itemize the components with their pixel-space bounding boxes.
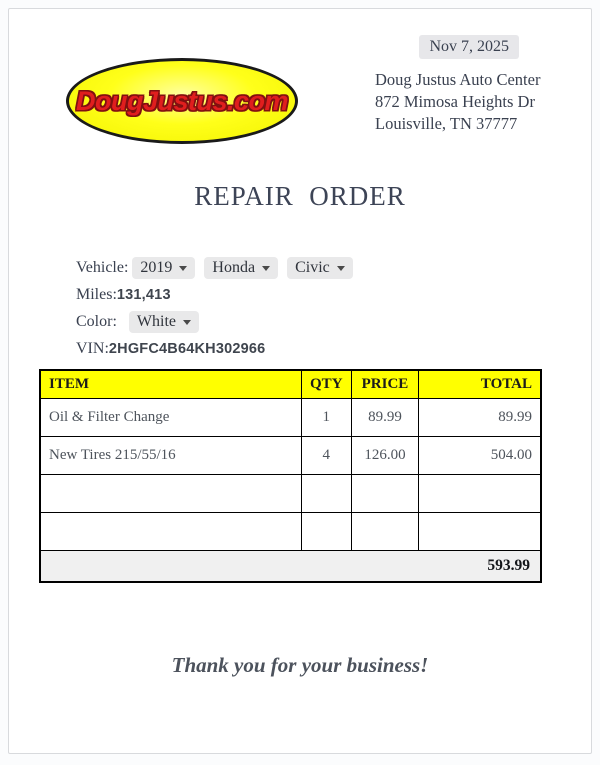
- vehicle-label: Vehicle:: [76, 259, 129, 276]
- total-cell: 504.00: [419, 436, 541, 474]
- table-row: [40, 436, 541, 474]
- vin-value: 2HGFC4B64KH302966: [108, 341, 266, 357]
- vehicle-model-value: Civic: [295, 259, 330, 276]
- table-row: [40, 398, 541, 436]
- page-title: REPAIR ORDER: [194, 181, 406, 211]
- column-header-total: TOTAL: [419, 370, 541, 398]
- logo-text: DougJustus.com: [75, 85, 289, 116]
- price-cell: [351, 474, 419, 512]
- grand-total-row: [40, 550, 541, 582]
- vehicle-year-select[interactable]: [132, 257, 195, 279]
- column-header-item: ITEM: [40, 370, 302, 398]
- table-header-row: [40, 370, 541, 398]
- total-cell: [419, 474, 541, 512]
- qty-cell: 4: [302, 436, 352, 474]
- vehicle-color-select[interactable]: [129, 311, 199, 333]
- chevron-down-icon: [179, 266, 187, 271]
- logo: [66, 58, 298, 144]
- miles-value: 131,413: [116, 287, 171, 303]
- qty-cell: 1: [302, 398, 352, 436]
- vin-row: [76, 337, 362, 361]
- vehicle-make-select[interactable]: [204, 257, 278, 279]
- qty-cell: [302, 512, 352, 550]
- table-row: [40, 474, 541, 512]
- price-cell: 126.00: [351, 436, 419, 474]
- vehicle-model-select[interactable]: [287, 257, 353, 279]
- grand-total-value: 593.99: [40, 550, 541, 582]
- address-line1: 872 Mimosa Heights Dr: [375, 92, 535, 111]
- company-address-block: [375, 69, 540, 135]
- company-name: Doug Justus Auto Center: [375, 70, 541, 89]
- thank-you-message: Thank you for your business!: [171, 653, 429, 677]
- chevron-down-icon: [262, 266, 270, 271]
- item-cell: Oil & Filter Change: [40, 398, 302, 436]
- table-row: [40, 512, 541, 550]
- total-cell: [419, 512, 541, 550]
- miles-row: [76, 283, 362, 307]
- vehicle-color-value: White: [136, 313, 176, 330]
- vehicle-year-value: 2019: [140, 259, 173, 276]
- color-row: [76, 310, 362, 334]
- address-line2: Louisville, TN 37777: [375, 114, 518, 133]
- vin-label: VIN:: [76, 340, 109, 357]
- vehicle-make-value: Honda: [212, 259, 256, 276]
- column-header-qty: QTY: [302, 370, 352, 398]
- item-cell: [40, 512, 302, 550]
- date-button[interactable]: Nov 7, 2025: [419, 35, 519, 59]
- chevron-down-icon: [183, 320, 191, 325]
- line-items-table: [39, 369, 542, 583]
- vehicle-row: [76, 256, 362, 280]
- repair-order-page: [8, 8, 592, 754]
- chevron-down-icon: [337, 266, 345, 271]
- item-cell: New Tires 215/55/16: [40, 436, 302, 474]
- vehicle-info-section: [76, 256, 362, 364]
- color-label: Color:: [76, 313, 117, 330]
- column-header-price: PRICE: [351, 370, 419, 398]
- item-cell: [40, 474, 302, 512]
- qty-cell: [302, 474, 352, 512]
- price-cell: [351, 512, 419, 550]
- total-cell: 89.99: [419, 398, 541, 436]
- miles-label: Miles:: [76, 286, 117, 303]
- price-cell: 89.99: [351, 398, 419, 436]
